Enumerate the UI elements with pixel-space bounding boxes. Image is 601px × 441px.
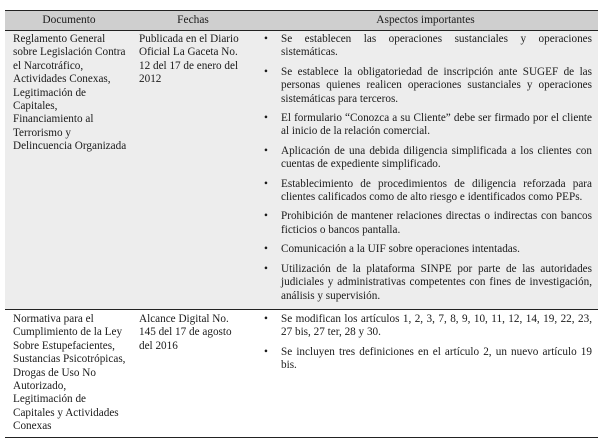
list-item-text: Se establecen las operaciones sustanciales y operaciones sistemáticas. [281, 33, 592, 59]
regulations-table [5, 10, 598, 438]
header-documento: Documento [5, 11, 133, 31]
date-cell: Alcance Digital No. 145 del 17 de agosto del 2016 [133, 309, 253, 437]
list-item [261, 263, 592, 303]
list-item [261, 346, 592, 373]
aspects-list [261, 33, 592, 303]
table-header-row [5, 11, 598, 31]
bullet-icon: • [264, 345, 268, 358]
bullet-icon: • [264, 177, 268, 190]
aspects-cell [253, 31, 598, 310]
list-item-text: Se incluyen tres definiciones en el artículo 2, un nuevo artículo 19 bis. [281, 345, 592, 372]
list-item [261, 313, 592, 340]
list-item-text: Aplicación de una debida diligencia simplificada a los clientes con cuentas de expediente simplificado. [281, 144, 592, 171]
bullet-icon: • [264, 262, 268, 275]
list-item-text: Comunicación a la UIF sobre operaciones intentadas. [281, 243, 520, 256]
table-row [5, 309, 598, 437]
bullet-icon: • [264, 65, 268, 78]
list-item [261, 112, 592, 139]
bullet-icon: • [264, 312, 268, 325]
list-item [261, 243, 592, 256]
list-item-text: Prohibición de mantener relaciones directas o indirectas con bancos ficticios o bancos pantalla. [281, 210, 592, 236]
bullet-icon: • [264, 144, 268, 157]
list-item [261, 33, 592, 60]
document-name-cell: Normativa para el Cumplimiento de la Ley Sobre Estupefacientes, Sustancias Psicotrópicas, Drogas de Uso No Autorizado, Legitimación de Capitales y Actividades Conexas [5, 309, 133, 437]
date-cell: Publicada en el Diario Oficial La Gaceta No. 12 del 17 de enero del 2012 [133, 31, 253, 310]
header-fechas: Fechas [133, 11, 253, 31]
bullet-icon: • [264, 112, 268, 125]
list-item-text: Utilización de la plataforma SINPE por parte de las autoridades judiciales y administrativas competentes con fines de investigación, análisis y supervisión. [281, 262, 592, 302]
list-item-text: Se modifican los artículos 1, 2, 3, 7, 8, 9, 10, 11, 12, 14, 19, 22, 23, 27 bis, 27 ter, 28 y 30. [281, 312, 592, 339]
bullet-icon: • [264, 243, 268, 256]
list-item-text: El formulario “Conozca a su Cliente” debe ser firmado por el cliente al inicio de la relación comercial. [281, 112, 592, 138]
document-name-cell: Reglamento General sobre Legislación Contra el Narcotráfico, Actividades Conexas, Legitimación de Capitales, Financiamiento al Terrorismo y Delincuencia Organizada [5, 31, 133, 310]
table-row [5, 31, 598, 310]
list-item-text: Se establece la obligatoriedad de inscripción ante SUGEF de las personas quienes realicen operaciones sustanciales y operaciones sistemáticas para terceros. [281, 65, 592, 105]
list-item [261, 210, 592, 237]
bullet-icon: • [264, 210, 268, 223]
header-aspectos: Aspectos importantes [253, 11, 598, 31]
aspects-cell [253, 309, 598, 437]
list-item [261, 145, 592, 172]
list-item [261, 66, 592, 106]
list-item-text: Establecimiento de procedimientos de diligencia reforzada para clientes calificados como de alto riesgo e identificados como PEPs. [281, 177, 592, 204]
bullet-icon: • [264, 33, 268, 45]
aspects-list [261, 313, 592, 373]
list-item [261, 178, 592, 205]
